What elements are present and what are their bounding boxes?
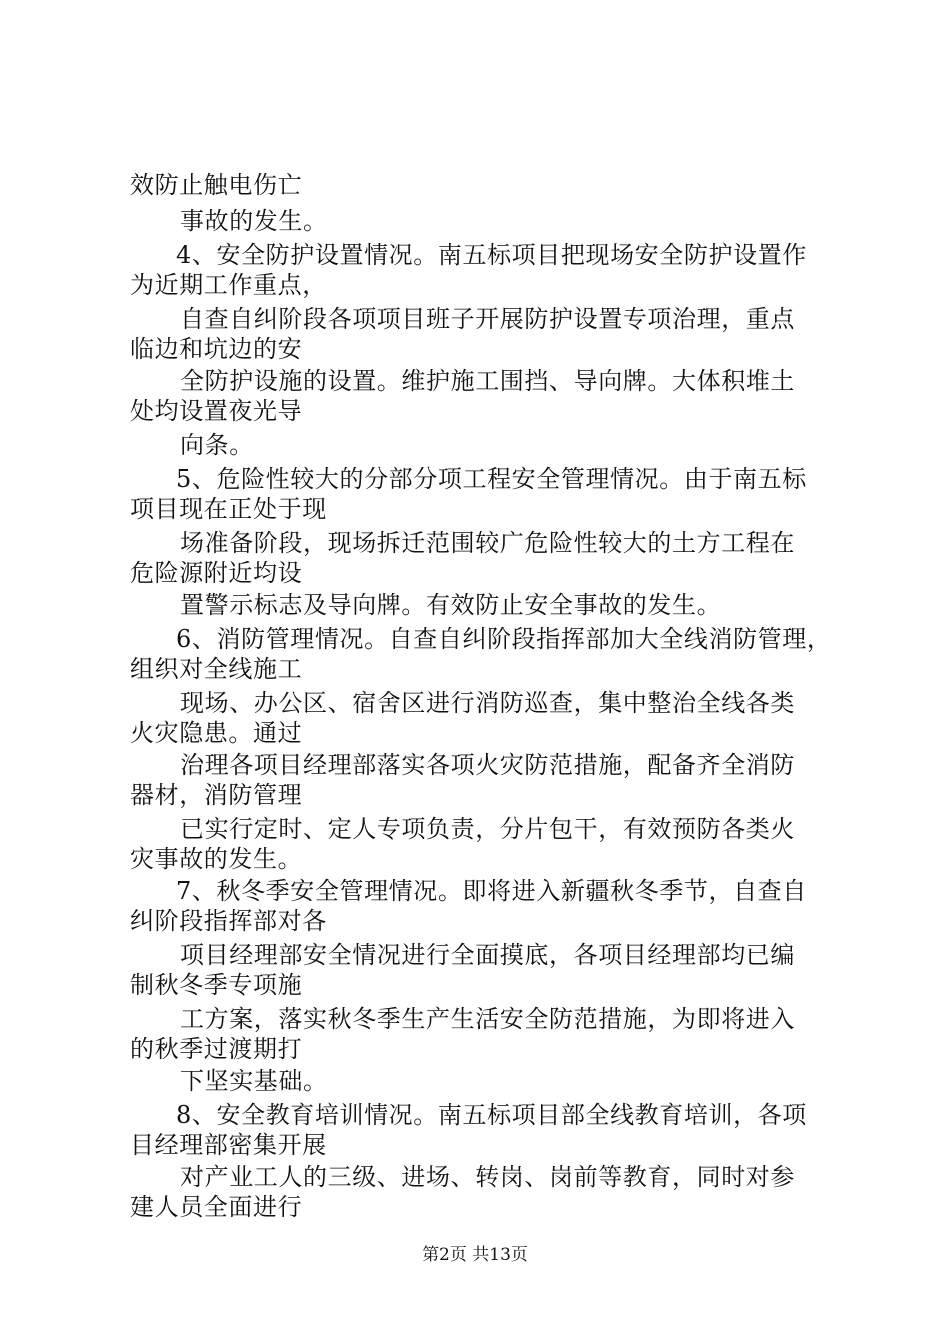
- text-line: 为近期工作重点，: [130, 271, 327, 299]
- text-line: 组织对全线施工: [130, 655, 303, 683]
- text-line: 建人员全面进行: [130, 1193, 303, 1221]
- text-line: 项目现在正处于现: [130, 495, 327, 523]
- text-line: 8、安全教育培训情况。南五标项目部全线教育培训，各项: [176, 1101, 807, 1129]
- text-line: 全防护设施的设置。维护施工围挡、导向牌。大体积堆土: [180, 367, 795, 395]
- text-line: 自查自纠阶段各项项目班子开展防护设置专项治理，重点: [180, 305, 795, 333]
- text-line: 纠阶段指挥部对各: [130, 907, 327, 935]
- text-line: 的秋季过渡期打: [130, 1035, 303, 1063]
- text-line: 置警示标志及导向牌。有效防止安全事故的发生。: [180, 591, 722, 619]
- text-line: 临边和坑边的安: [130, 335, 303, 363]
- text-line: 5、危险性较大的分部分项工程安全管理情况。由于南五标: [176, 465, 807, 493]
- text-line: 工方案，落实秋冬季生产生活安全防范措施，为即将进入: [180, 1005, 795, 1033]
- text-line: 6、消防管理情况。自查自纠阶段指挥部加大全线消防管理，: [176, 625, 832, 653]
- text-line: 7、秋冬季安全管理情况。即将进入新疆秋冬季节，自查自: [176, 877, 807, 905]
- text-line: 对产业工人的三级、进场、转岗、岗前等教育，同时对参: [180, 1163, 795, 1191]
- text-line: 治理各项目经理部落实各项火灾防范措施，配备齐全消防: [180, 751, 795, 779]
- text-line: 已实行定时、定人专项负责，分片包干，有效预防各类火: [180, 815, 795, 843]
- text-line: 4、安全防护设置情况。南五标项目把现场安全防护设置作: [176, 241, 807, 269]
- text-line: 效防止触电伤亡: [130, 171, 303, 199]
- text-line: 火灾隐患。通过: [130, 719, 303, 747]
- text-line: 项目经理部安全情况进行全面摸底，各项目经理部均已编: [180, 941, 795, 969]
- text-line: 器材，消防管理: [130, 781, 303, 809]
- text-line: 危险源附近均设: [130, 559, 303, 587]
- page-footer: 第2页 共13页: [422, 1245, 528, 1265]
- text-line: 场准备阶段，现场拆迁范围较广危险性较大的土方工程在: [180, 529, 795, 557]
- text-line: 制秋冬季专项施: [130, 971, 303, 999]
- text-line: 事故的发生。: [180, 207, 328, 235]
- text-line: 目经理部密集开展: [130, 1131, 327, 1159]
- text-line: 现场、办公区、宿舍区进行消防巡查，集中整治全线各类: [180, 689, 795, 717]
- text-line: 向条。: [180, 431, 254, 459]
- text-line: 下坚实基础。: [180, 1067, 328, 1095]
- text-line: 灾事故的发生。: [130, 845, 303, 873]
- text-line: 处均设置夜光导: [130, 397, 303, 425]
